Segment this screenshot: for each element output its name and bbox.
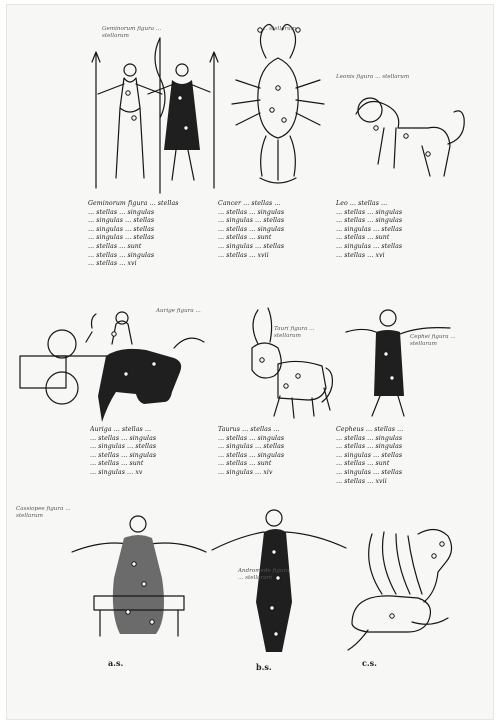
text-lines [88,200,212,269]
text-line: Auriga ... stellas ... [90,426,152,433]
cassiopeia-label: a.s. [108,658,124,668]
text-block-leo [336,200,462,306]
text-line: ... singulas ... stellas [218,443,285,451]
manuscript-page [6,4,494,720]
auriga-gloss: Aurige figura ... [156,308,201,314]
text-line: ... stellas ... xvi [336,251,385,259]
text-line: ... stellas ... sunt [90,460,144,468]
text-line: ... singulas ... stellas [90,443,157,451]
cepheus-figure [340,304,464,424]
cancer-gloss: ... stellarum [262,26,297,32]
text-line: ... stellas ... singulas [90,451,157,459]
auriga-figure [14,304,224,424]
text-line: ... stellas ... singulas [218,434,285,442]
cepheus-gloss: Cephei figura ... stellarum [410,334,456,348]
text-line: ... singulas ... stellas [336,451,403,459]
text-line: ... stellas ... singulas [88,251,155,259]
text-line: ... stellas ... singulas [218,225,285,233]
text-block-cancer [218,200,338,306]
text-line: ... singulas ... stellas [88,234,155,242]
text-line: ... stellas ... xvi [88,260,137,268]
text-line: Cancer ... stellas ... [218,200,281,207]
text-line: ... singulas ... stellas [218,217,285,225]
gemini-figure [90,18,220,198]
pegasus-figure [332,504,462,674]
leo-figure [336,74,476,194]
cassiopeia-figure [64,504,214,674]
text-line: Leo ... stellas ... [336,200,388,207]
text-lines [218,200,338,260]
text-line: ... stellas ... singulas [90,434,157,442]
text-lines [336,426,462,486]
cassiopeia-gloss: Cassiopee figura ... stellarum [16,506,71,520]
text-line: ... singulas ... stellas [88,217,155,225]
leo-gloss: Leonis figura ... stellarum [336,74,410,80]
taurus-figure [228,304,338,424]
text-line: Geminorum figura ... stellas [88,200,179,207]
text-line: ... stellas ... singulas [336,443,403,451]
text-line: ... stellas ... singulas [336,434,403,442]
andromeda-gloss: Andromede figura ... stellarum [238,568,290,582]
text-lines [218,426,338,478]
text-line: ... stellas ... singulas [88,208,155,216]
text-line: ... singulas ... stellas [336,242,403,250]
andromeda-label: b.s. [256,662,272,672]
cancer-figure [220,18,336,198]
text-block-taurus [218,426,338,506]
text-line: ... singulas ... stellas [218,242,285,250]
text-line: ... stellas ... sunt [88,242,142,250]
text-line: ... stellas ... xvii [336,477,387,485]
text-line: ... stellas ... singulas [336,208,403,216]
text-line: ... stellas ... xvii [218,251,269,259]
text-line: ... singulas ... stellas [88,225,155,233]
text-line: ... singulas ... stellas [336,468,403,476]
pegasus-label: c.s. [362,658,377,668]
text-lines [336,200,462,260]
text-block-auriga [90,426,216,506]
text-line: ... singulas ... stellas [336,225,403,233]
gemini-gloss: Geminorum figura ... stellarum [102,26,162,40]
text-line: Cepheus ... stellas ... [336,426,404,433]
text-line: ... stellas ... singulas [218,451,285,459]
taurus-gloss: Tauri figura ... stellarum [274,326,315,340]
text-line: ... stellas ... singulas [336,217,403,225]
text-lines [90,426,216,478]
text-line: ... stellas ... sunt [218,460,272,468]
text-line: ... stellas ... singulas [218,208,285,216]
text-line: Taurus ... stellas ... [218,426,280,433]
text-line: ... stellas ... sunt [336,460,390,468]
text-line: ... singulas ... xiv [218,468,273,476]
text-block-gemini [88,200,212,306]
text-line: ... stellas ... sunt [218,234,272,242]
text-line: ... stellas ... sunt [336,234,390,242]
text-line: ... singulas ... xv [90,468,143,476]
